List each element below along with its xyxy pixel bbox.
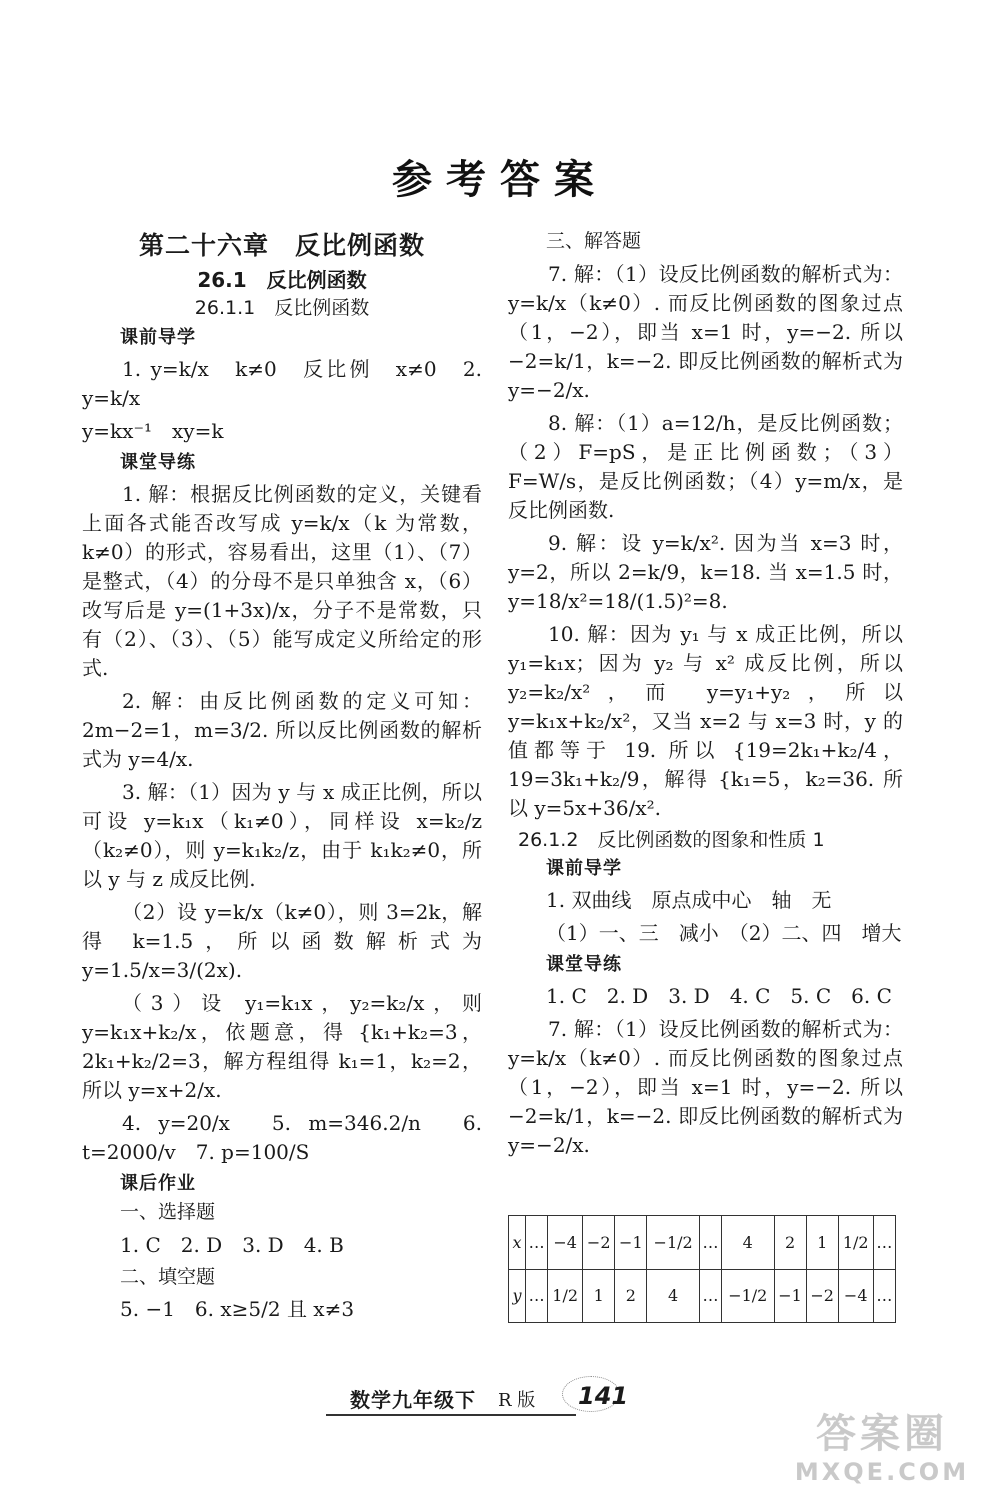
footer-edition: R 版 xyxy=(498,1390,536,1411)
table-cell: 1 xyxy=(806,1216,838,1270)
table-cell: 1/2 xyxy=(838,1216,873,1270)
table-cell: … xyxy=(699,1269,721,1323)
table-header-y: y xyxy=(509,1269,526,1323)
label-prestudy: 课前导学 xyxy=(120,326,196,348)
table-cell: −1/2 xyxy=(722,1269,774,1323)
solve-heading: 三、解答题 xyxy=(546,230,642,252)
left-column xyxy=(82,228,482,1328)
homework-q7: 7. 解：（1）设反比例函数的解析式为：y=k/x（k≠0）. 而反比例函数的图象过点（1，−2），即当 x=1 时，y=−2. 所以 −2=k/1，k=−2. 即反比例函数的解析式为 y=−2/x. xyxy=(508,261,903,402)
table-header-x: x xyxy=(509,1216,526,1270)
table-cell: … xyxy=(873,1216,895,1270)
watermark-main: 答案圈 xyxy=(816,1411,948,1457)
table-cell: −1 xyxy=(774,1269,806,1323)
table-cell: −2 xyxy=(806,1269,838,1323)
classwork-q3-part1: 3. 解：（1）因为 y 与 x 成正比例，所以可设 y=k₁x（k₁≠0），同样设 x=k₂/z（k₂≠0），则 y=k₁k₂/z，由于 k₁k₂≠0，所以 y 与 z 成反比例. xyxy=(82,779,482,891)
chapter-title: 第二十六章 反比例函数 xyxy=(138,231,425,260)
page-number: 141 xyxy=(578,1382,629,1410)
table-cell: 1 xyxy=(583,1269,615,1323)
classwork-q4-7: 4. y=20/x 5. m=346.2/n 6. t=2000/v 7. p=100/S xyxy=(82,1110,482,1164)
label-classwork-2: 课堂导练 xyxy=(546,954,622,976)
table-cell: −4 xyxy=(838,1269,873,1323)
homework-q10: 10. 解：因为 y₁ 与 x 成正比例，所以 y₁=k₁x；因为 y₂ 与 x² 成反比例，所以 y₂=k₂/x²，而 y=y₁+y₂，所以 y=k₁x+k₂/x²，又当 x=2 与 x=3 时，y 的值都等于 19. 所以 {19=2k₁+k₂/4，19=3k₁+k₂/9，解得 {k₁=5，k₂=36. 所以 y=5x+36/x². xyxy=(508,621,903,820)
table-cell: 2 xyxy=(615,1269,647,1323)
table-cell: … xyxy=(526,1216,548,1270)
classwork2-choices: 1. C 2. D 3. D 4. C 5. C 6. C xyxy=(546,984,892,1009)
subsection-title: 26.1.1 反比例函数 xyxy=(194,297,370,320)
footer-subject: 数学九年级下 xyxy=(350,1388,476,1412)
table-cell: −1/2 xyxy=(647,1216,699,1270)
table-cell: −1 xyxy=(615,1216,647,1270)
label-prestudy-2: 课前导学 xyxy=(546,858,622,880)
table-cell: … xyxy=(699,1216,721,1270)
classwork-q3-part3: （3）设 y₁=k₁x，y₂=k₂/x，则 y=k₁x+k₂/x，依题意，得 {k₁+k₂=3，2k₁+k₂/2=3，解方程组得 k₁=1，k₂=2，所以 y=x+2/x. xyxy=(82,990,482,1102)
homework-choice-answers: 1. C 2. D 3. D 4. B xyxy=(120,1232,344,1257)
page-footer xyxy=(326,1378,636,1418)
right-column xyxy=(508,228,903,1164)
prestudy2-answer-2: （1）一、三 减小 （2）二、四 增大 xyxy=(546,921,902,946)
page-title: 参考答案 xyxy=(392,157,608,203)
footer-rule xyxy=(326,1414,576,1416)
table-cell: 2 xyxy=(774,1216,806,1270)
table-cell: 4 xyxy=(722,1216,774,1270)
prestudy-answer-2: y=kx⁻¹ xy=k xyxy=(82,418,224,443)
classwork-q2: 2. 解：由反比例函数的定义可知：2m−2=1，m=3/2. 所以反比例函数的解析式为 y=4/x. xyxy=(82,688,482,771)
table-cell: −2 xyxy=(583,1216,615,1270)
value-table xyxy=(508,1215,896,1323)
table-cell: … xyxy=(873,1269,895,1323)
homework-fill-answers: 5. −1 6. x≥5/2 且 x≠3 xyxy=(120,1297,355,1322)
classwork-q1: 1. 解：根据反比例函数的定义，关键看上面各式能否改写成 y=k/x（k 为常数，k≠0）的形式，容易看出，这里（1）、（7）是整式，（4）的分母不是只单独含 x，（6）改写后是 y=(1+3x)/x，分子不是常数，只有（2）、（3）、（5）能写成定义所给定的形式. xyxy=(82,481,482,680)
classwork2-q7: 7. 解：（1）设反比例函数的解析式为：y=k/x（k≠0）. 而反比例函数的图象过点（1，−2），即当 x=1 时，y=−2. 所以 −2=k/1，k=−2. 即反比例函数的解析式为 y=−2/x. xyxy=(508,1017,903,1158)
homework-q8: 8. 解：（1）a=12/h，是反比例函数；（2）F=pS，是正比例函数；（3）F=W/s，是反比例函数；（4）y=m/x，是反比例函数. xyxy=(508,410,903,522)
homework-fill-heading: 二、填空题 xyxy=(120,1265,216,1288)
table-cell: 1/2 xyxy=(548,1269,583,1323)
label-classwork: 课堂导练 xyxy=(120,451,196,473)
table-cell: … xyxy=(526,1269,548,1323)
prestudy2-answer-1: 1. 双曲线 原点成中心 轴 无 xyxy=(546,888,832,913)
table-cell: −4 xyxy=(548,1216,583,1270)
watermark xyxy=(772,1410,992,1496)
label-homework: 课后作业 xyxy=(120,1172,196,1194)
table-cell: 4 xyxy=(647,1269,699,1323)
classwork-q3-part2: （2）设 y=k/x（k≠0），则 3=2k，解得 k=1.5，所以函数解析式为 y=1.5/x=3/(2x). xyxy=(82,899,482,982)
homework-q9: 9. 解：设 y=k/x². 因为当 x=3 时，y=2，所以 2=k/9，k=18. 当 x=1.5 时，y=18/x²=18/(1.5)²=8. xyxy=(508,530,903,613)
subsection-title-2: 26.1.2 反比例函数的图象和性质 1 xyxy=(518,828,825,851)
watermark-sub: MXQE.COM xyxy=(794,1458,970,1486)
section-title: 26.1 反比例函数 xyxy=(197,268,367,293)
table-row-x xyxy=(509,1216,896,1270)
table-row-y xyxy=(509,1269,896,1323)
homework-choice-heading: 一、选择题 xyxy=(120,1201,216,1224)
prestudy-answer-1: 1. y=k/x k≠0 反比例 x≠0 2. y=k/x xyxy=(82,356,482,410)
